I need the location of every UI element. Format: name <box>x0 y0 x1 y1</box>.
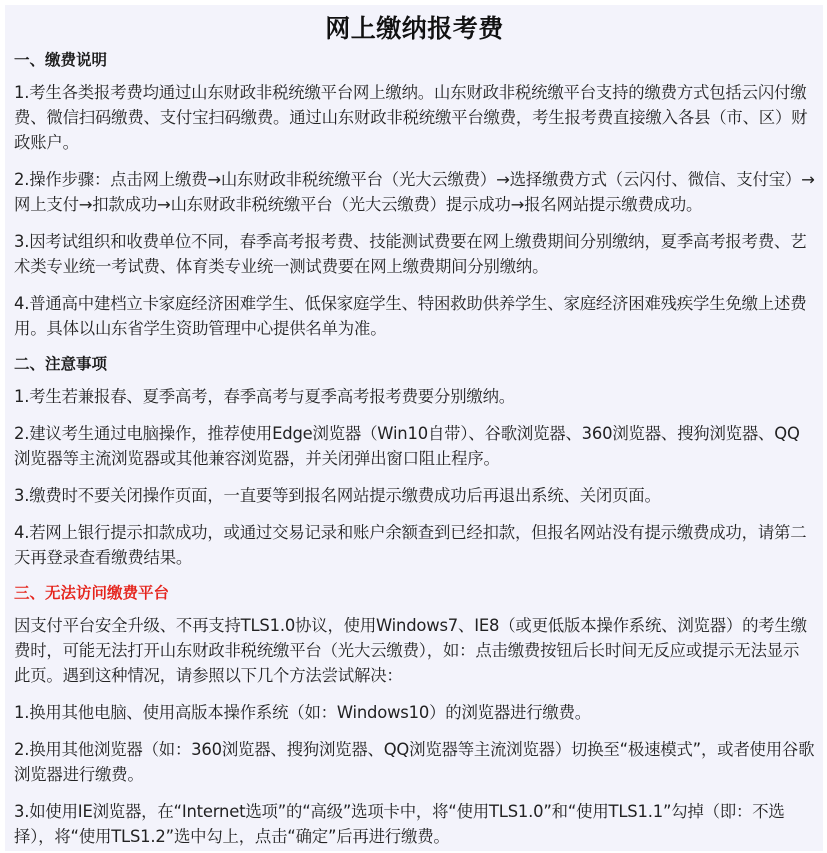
section-payment-instructions <box>14 49 815 341</box>
section-heading: 一、缴费说明 <box>14 51 108 69</box>
section-platform-access <box>14 582 815 849</box>
paragraph: 2.换用其他浏览器（如：360浏览器、搜狗浏览器、QQ浏览器等主流浏览器）切换至“极速模式”，或者使用谷歌浏览器进行缴费。 <box>14 740 815 784</box>
content-panel <box>5 5 823 851</box>
paragraph: 1.考生各类报考费均通过山东财政非税统缴平台网上缴纳。山东财政非税统缴平台支持的缴费方式包括云闪付缴费、微信扫码缴费、支付宝扫码缴费。通过山东财政非税统缴平台缴费，考生报考费直接缴入各县（市、区）财政账户。 <box>14 83 808 152</box>
paragraph: 3.缴费时不要关闭操作页面，一直要等到报名网站提示缴费成功后再退出系统、关闭页面。 <box>14 486 661 505</box>
paragraph: 4.若网上银行提示扣款成功，或通过交易记录和账户余额查到已经扣款，但报名网站没有提示缴费成功，请第二天再登录查看缴费结果。 <box>14 523 807 567</box>
page-title: 网上缴纳报考费 <box>325 14 504 43</box>
paragraph: 因支付平台安全升级、不再支持TLS1.0协议，使用Windows7、IE8（或更低版本操作系统、浏览器）的考生缴费时，可能无法打开山东财政非税统缴平台（光大云缴费），如：点击缴费按钮后长时间无反应或提示无法显示此页。遇到这种情况，请参照以下几个方法尝试解决： <box>14 616 807 685</box>
paragraph: 1.换用其他电脑、使用高版本操作系统（如：Windows10）的浏览器进行缴费。 <box>14 703 591 722</box>
section-heading: 二、注意事项 <box>14 355 108 373</box>
section-heading-warning: 三、无法访问缴费平台 <box>14 584 170 602</box>
paragraph: 3.如使用IE浏览器，在“Internet选项”的“高级”选项卡中，将“使用TLS1.0”和“使用TLS1.1”勾掉（即：不选择），将“使用TLS1.2”选中勾上，点击“确定”后再进行缴费。 <box>14 802 785 846</box>
paragraph: 4.普通高中建档立卡家庭经济困难学生、低保家庭学生、特困救助供养学生、家庭经济困难残疾学生免缴上述费用。具体以山东省学生资助管理中心提供名单为准。 <box>14 294 807 338</box>
paragraph: 2.建议考生通过电脑操作，推荐使用Edge浏览器（Win10自带）、谷歌浏览器、360浏览器、搜狗浏览器、QQ浏览器等主流浏览器或其他兼容浏览器，并关闭弹出窗口阻止程序。 <box>14 424 800 468</box>
paragraph: 1.考生若兼报春、夏季高考，春季高考与夏季高考报考费要分别缴纳。 <box>14 387 515 406</box>
paragraph: 3.因考试组织和收费单位不同，春季高考报考费、技能测试费要在网上缴费期间分别缴纳，夏季高考报考费、艺术类专业统一考试费、体育类专业统一测试费要在网上缴费期间分别缴纳。 <box>14 232 807 276</box>
section-notes <box>14 353 815 570</box>
paragraph: 2.操作步骤：点击网上缴费→山东财政非税统缴平台（光大云缴费）→选择缴费方式（云闪付、微信、支付宝）→网上支付→扣款成功→山东财政非税统缴平台（光大云缴费）提示成功→报名网站提示缴费成功。 <box>14 170 815 214</box>
